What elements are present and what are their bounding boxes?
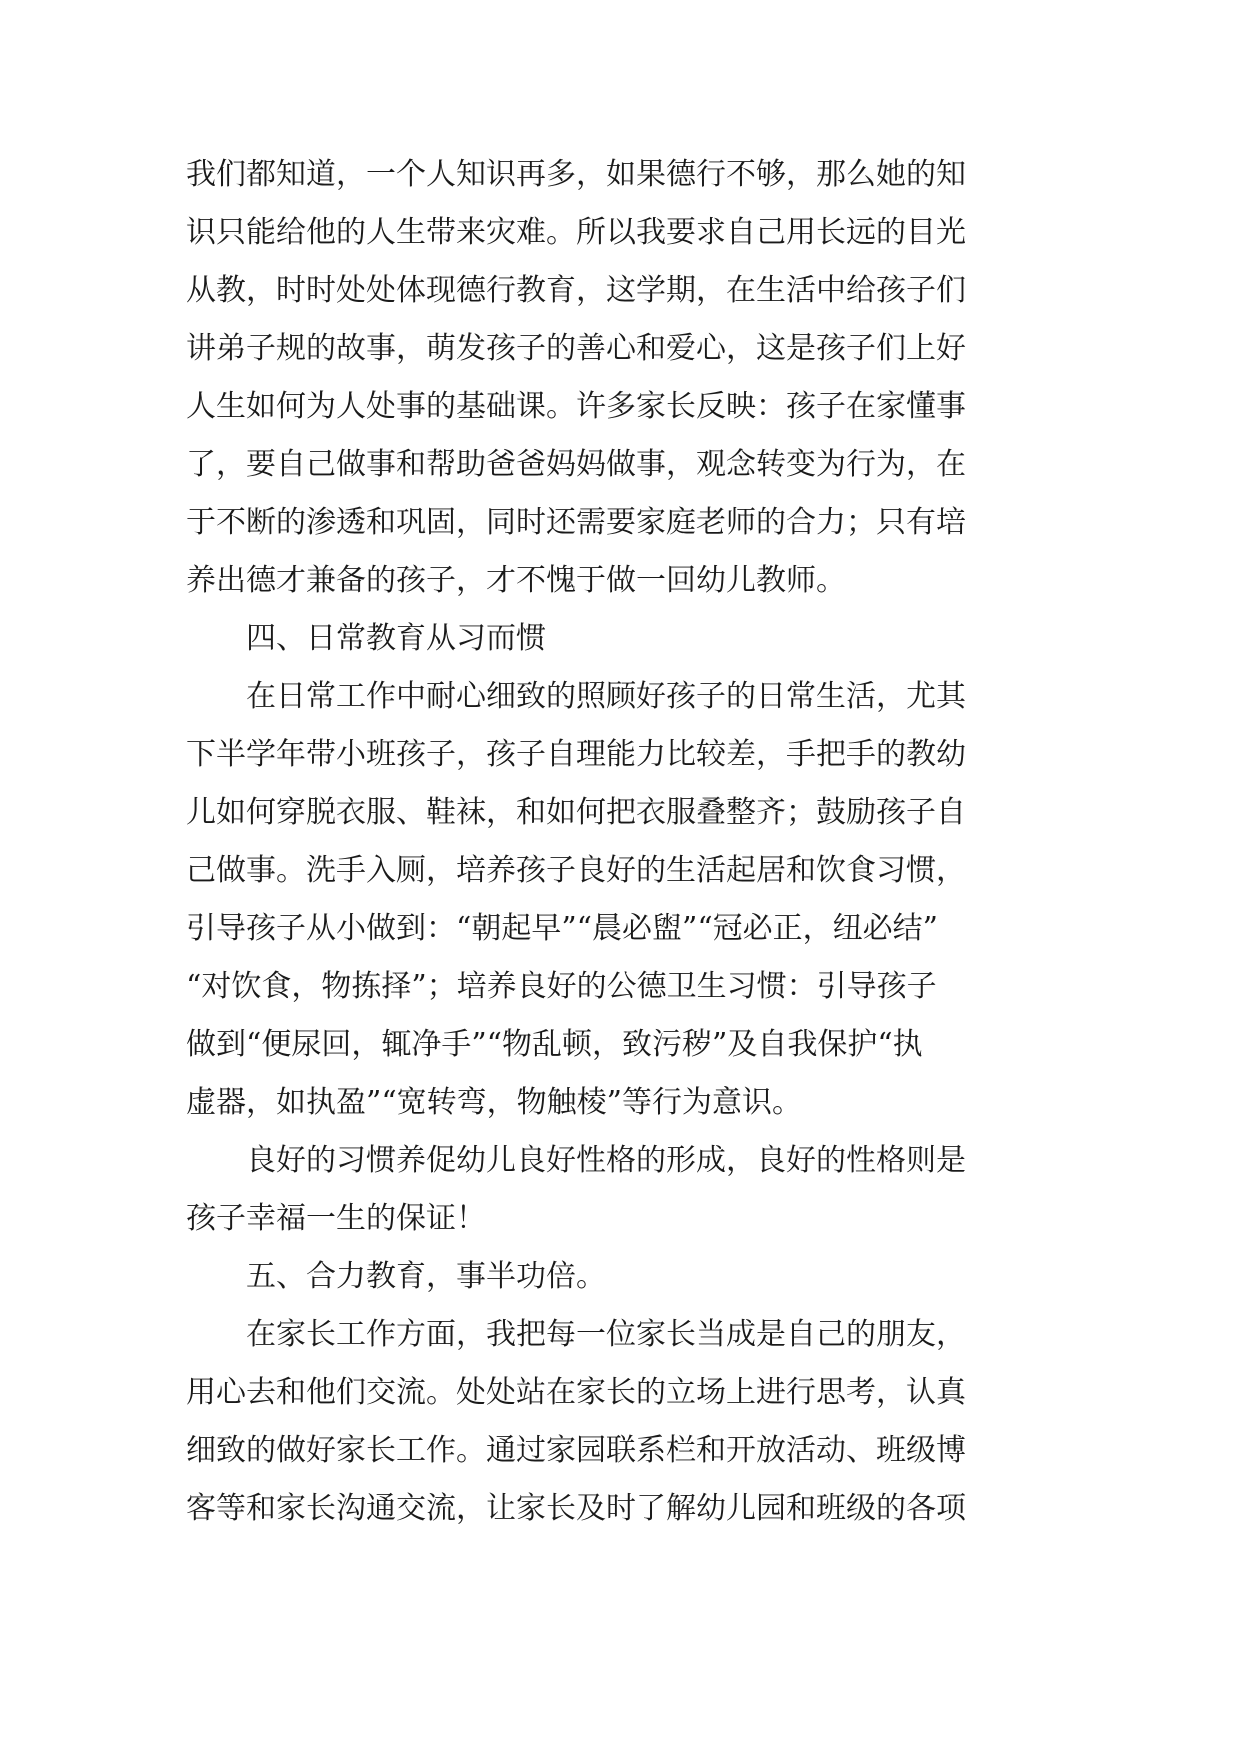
section-heading: 四、日常教育从习而惯: [186, 621, 546, 656]
body-text-line: 下半学年带小班孩子，孩子自理能力比较差，手把手的教幼: [186, 737, 966, 772]
body-text-line: 己做事。洗手入厕，培养孩子良好的生活起居和饮食习惯，: [186, 853, 966, 888]
body-text-line: 养出德才兼备的孩子，才不愧于做一回幼儿教师。: [186, 563, 846, 598]
body-text-line: 了，要自己做事和帮助爸爸妈妈做事，观念转变为行为，在: [186, 447, 966, 482]
body-text-line: 用心去和他们交流。处处站在家长的立场上进行思考，认真: [186, 1375, 966, 1410]
body-text-line: 虚器，如执盈”“宽转弯，物触棱”等行为意识。: [186, 1085, 803, 1120]
body-text-line: 儿如何穿脱衣服、鞋袜，和如何把衣服叠整齐；鼓励孩子自: [186, 795, 966, 830]
body-text-line: 我们都知道，一个人知识再多，如果德行不够，那么她的知: [186, 157, 966, 192]
body-text-line: 细致的做好家长工作。通过家园联系栏和开放活动、班级博: [186, 1433, 966, 1468]
body-text-line: 讲弟子规的故事，萌发孩子的善心和爱心，这是孩子们上好: [186, 331, 966, 366]
body-text-line: 良好的习惯养促幼儿良好性格的形成，良好的性格则是: [186, 1143, 966, 1178]
body-text-line: 引导孩子从小做到：“朝起早”“晨必盥”“冠必正，纽必结”: [186, 911, 939, 946]
body-text-line: 孩子幸福一生的保证！: [186, 1201, 486, 1236]
body-text-line: 识只能给他的人生带来灾难。所以我要求自己用长远的目光: [186, 215, 966, 250]
body-text-line: 从教，时时处处体现德行教育，这学期，在生活中给孩子们: [186, 273, 966, 308]
body-text-line: 在家长工作方面，我把每一位家长当成是自己的朋友，: [186, 1317, 966, 1352]
body-text-line: 客等和家长沟通交流，让家长及时了解幼儿园和班级的各项: [186, 1491, 966, 1526]
body-text-line: 人生如何为人处事的基础课。许多家长反映：孩子在家懂事: [186, 389, 966, 424]
body-text-line: 做到“便尿回，辄净手”“物乱顿，致污秽”及自我保护“执: [186, 1027, 923, 1062]
body-text-line: “对饮食，物拣择”；培养良好的公德卫生习惯：引导孩子: [186, 969, 937, 1004]
body-text-line: 于不断的渗透和巩固，同时还需要家庭老师的合力；只有培: [186, 505, 966, 540]
section-heading: 五、合力教育，事半功倍。: [186, 1259, 606, 1294]
body-text-line: 在日常工作中耐心细致的照顾好孩子的日常生活，尤其: [186, 679, 966, 714]
